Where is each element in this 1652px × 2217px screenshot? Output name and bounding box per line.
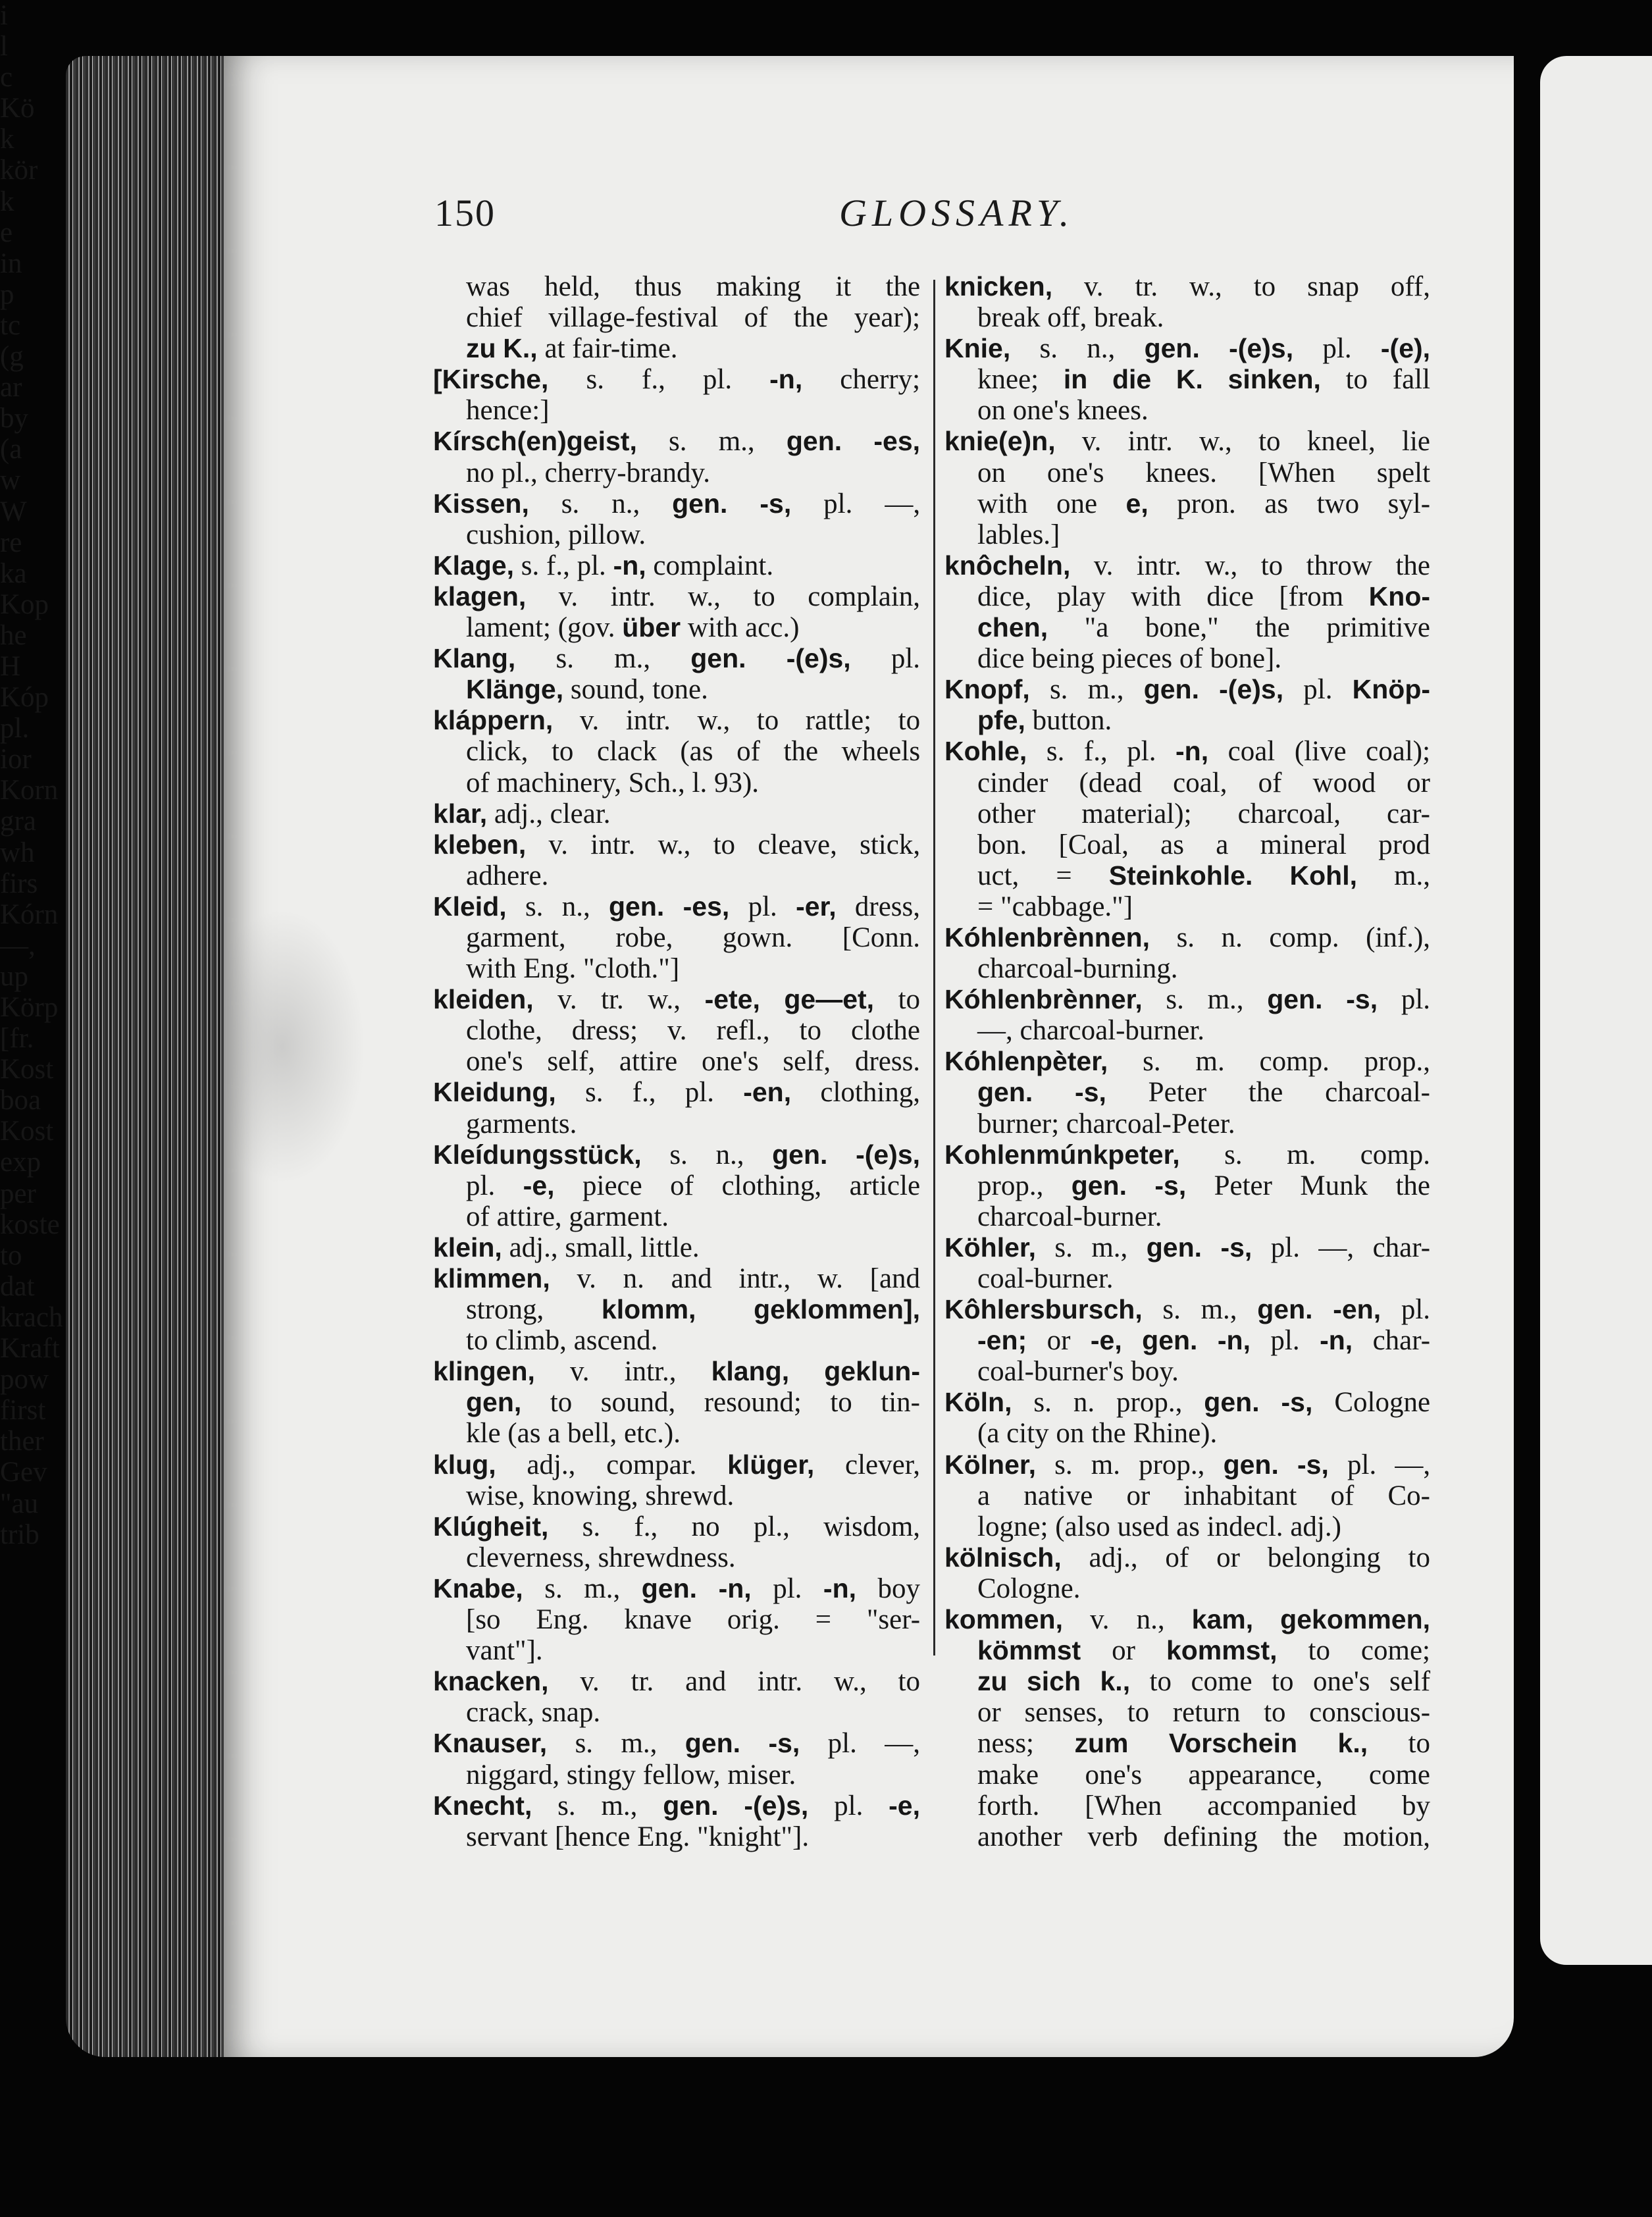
- headword: Köln,: [944, 1387, 1012, 1418]
- facing-page-fragment: koste: [0, 1209, 60, 1240]
- glossary-line: Kissen, s. n., gen. -s, pl. —,: [433, 488, 921, 519]
- glossary-line: Kóhlenbrènner, s. m., gen. -s, pl.: [944, 984, 1431, 1016]
- headword: klug,: [433, 1449, 496, 1480]
- facing-page-fragment: p: [0, 278, 14, 310]
- headword: gen.: [1257, 1294, 1313, 1325]
- facing-page-fragment: firs: [0, 868, 38, 899]
- headword: geklun-: [824, 1356, 921, 1387]
- glossary-line: clothe, dress; v. refl., to clothe: [466, 1015, 921, 1047]
- glossary-line: was held, thus making it the: [466, 271, 921, 302]
- headword: gen.: [641, 1573, 698, 1604]
- headword: Kleídungsstück,: [433, 1139, 642, 1170]
- facing-page-fragment: Kost: [0, 1116, 54, 1147]
- glossary-line: niggard, stingy fellow, miser.: [466, 1759, 796, 1790]
- headword: kölnisch,: [944, 1542, 1062, 1573]
- facing-page-fragment: Gev: [0, 1457, 47, 1488]
- headword: kommen,: [944, 1604, 1063, 1635]
- glossary-line: klingen, v. intr., klang, geklun-: [433, 1356, 921, 1388]
- headword: kömmst: [977, 1635, 1081, 1666]
- headword: zu: [466, 333, 496, 364]
- headword: -e,: [889, 1790, 920, 1821]
- headword: klar,: [433, 798, 488, 829]
- headword: k.,: [1337, 1728, 1368, 1759]
- headword: -ete,: [704, 984, 760, 1015]
- headword: die: [1112, 364, 1152, 395]
- facing-page-fragment: boa: [0, 1085, 41, 1116]
- headword: -n,: [718, 1573, 752, 1604]
- headword: Kölner,: [944, 1449, 1036, 1480]
- facing-page-fragment: first: [0, 1395, 46, 1426]
- headword: Knopf,: [944, 674, 1030, 705]
- facing-page-fragment: ar: [0, 372, 22, 404]
- thumb-smudge: [227, 908, 365, 1185]
- headword: kláppern,: [433, 705, 554, 736]
- glossary-line: Kohle, s. f., pl. -n, coal (live coal);: [944, 736, 1431, 768]
- glossary-line: [Kirsche, s. f., pl. -n, cherry;: [433, 364, 921, 396]
- glossary-line: Kleidung, s. f., pl. -en, clothing,: [433, 1077, 921, 1108]
- glossary-line: charcoal-burner.: [977, 1201, 1162, 1232]
- headword: gen.: [1204, 1387, 1260, 1418]
- page-number: 150: [434, 192, 496, 234]
- glossary-line: charcoal-burning.: [977, 953, 1178, 985]
- facing-page-fragment: Kraft: [0, 1333, 60, 1365]
- glossary-line: Knopf, s. m., gen. -(e)s, pl. Knöp-: [944, 674, 1431, 706]
- facing-page-fragment: krach: [0, 1301, 63, 1333]
- glossary-line: —, charcoal-burner.: [977, 1015, 1205, 1047]
- glossary-line: gen. -s, Peter the charcoal-: [977, 1077, 1430, 1108]
- facing-page-fragment: re: [0, 527, 22, 558]
- facing-page-fragment: exp: [0, 1147, 41, 1178]
- headword: -s,: [768, 1728, 800, 1759]
- glossary-line: lables.]: [977, 519, 1060, 550]
- headword: klein,: [433, 1232, 502, 1263]
- headword: Knecht,: [433, 1790, 532, 1821]
- facing-page-fragment: pl.: [0, 713, 30, 744]
- headword: Knabe,: [433, 1573, 523, 1604]
- glossary-line: Knecht, s. m., gen. -(e)s, pl. -e,: [433, 1790, 920, 1821]
- glossary-line: knacken, v. tr. and intr. w., to: [433, 1666, 920, 1698]
- facing-page-fragment: ior: [0, 744, 32, 775]
- facing-page-fragment: Kost: [0, 1054, 54, 1085]
- facing-page-fragment: (a: [0, 434, 22, 465]
- headword: ge—et,: [784, 984, 875, 1015]
- facing-page-edge: [1540, 56, 1652, 1965]
- headword: gen.: [977, 1077, 1033, 1108]
- glossary-line: klug, adj., compar. klüger, clever,: [433, 1449, 921, 1480]
- glossary-line: kláppern, v. intr. w., to rattle; to: [433, 705, 921, 737]
- facing-page-fragment: per: [0, 1178, 36, 1209]
- glossary-line: vant"].: [466, 1635, 543, 1667]
- glossary-line: on one's knees. [When spelt: [977, 457, 1431, 488]
- headword: e,: [1125, 488, 1149, 519]
- glossary-line: of machinery, Sch., l. 93).: [466, 767, 760, 798]
- facing-page-fragment: kör: [0, 155, 38, 186]
- headword: -(e)s,: [856, 1139, 921, 1170]
- right-column: [944, 271, 1430, 1852]
- headword: kleiden,: [433, 984, 534, 1015]
- glossary-line: prop., gen. -s, Peter Munk the: [977, 1170, 1430, 1201]
- headword: knie(e)n,: [944, 426, 1056, 457]
- headword: -n,: [1217, 1325, 1251, 1356]
- glossary-line: Kölner, s. m. prop., gen. -s, pl. —,: [944, 1449, 1431, 1480]
- headword: klomm,: [601, 1294, 696, 1325]
- headword: Kissen,: [433, 488, 529, 519]
- glossary-line: Kohlenmúnkpeter, s. m. comp.: [944, 1139, 1431, 1170]
- headword: zu: [977, 1666, 1008, 1697]
- glossary-line: another verb defining the motion,: [977, 1821, 1431, 1852]
- headword: Kôhlersbursch,: [944, 1294, 1143, 1325]
- headword: Knie,: [944, 333, 1011, 364]
- glossary-line: Köln, s. n. prop., gen. -s, Cologne: [944, 1387, 1431, 1419]
- glossary-line: pl. -e, piece of clothing, article: [466, 1170, 921, 1201]
- glossary-line: knôcheln, v. intr. w., to throw the: [944, 550, 1431, 581]
- glossary-line: ness; zum Vorschein k., to: [977, 1728, 1430, 1760]
- facing-page-fragment: Kóp: [0, 682, 49, 714]
- facing-page-fragment: "au: [0, 1488, 39, 1519]
- glossary-line: strong, klomm, geklommen],: [466, 1294, 920, 1326]
- headword: knôcheln,: [944, 550, 1071, 581]
- glossary-line: bon. [Coal, as a mineral prod: [977, 829, 1431, 860]
- headword: Kohlenmúnkpeter,: [944, 1139, 1180, 1170]
- glossary-line: lament; (gov. über with acc.): [466, 612, 800, 644]
- facing-page-fragment: pow: [0, 1364, 49, 1395]
- headword: Klage,: [433, 550, 515, 581]
- glossary-line: hence:]: [466, 395, 550, 427]
- glossary-line: zu K., at fair-time.: [466, 333, 678, 365]
- headword: Kírsch(en)geist,: [433, 426, 637, 457]
- headword: kommst,: [1166, 1635, 1278, 1666]
- headword: Knauser,: [433, 1728, 548, 1759]
- glossary-line: Knie, s. n., gen. -(e)s, pl. -(e),: [944, 333, 1431, 365]
- glossary-line: coal-burner.: [977, 1263, 1114, 1294]
- column-divider: [933, 280, 935, 1656]
- headword: gen.: [672, 488, 728, 519]
- facing-page-fragment: dat: [0, 1270, 35, 1302]
- glossary-line: Klage, s. f., pl. -n, complaint.: [433, 550, 774, 581]
- facing-page-fragment: ka: [0, 558, 27, 589]
- headword: gen.: [1223, 1449, 1279, 1480]
- glossary-line: Kóhlenbrènnen, s. n. comp. (inf.),: [944, 922, 1431, 953]
- glossary-line: on one's knees.: [977, 395, 1149, 427]
- headword: in: [1063, 364, 1088, 395]
- glossary-line: crack, snap.: [466, 1697, 601, 1729]
- headword: Köhler,: [944, 1232, 1036, 1263]
- facing-page-fragment: e: [0, 217, 13, 248]
- headword: kam,: [1191, 1604, 1254, 1635]
- glossary-line: a native or inhabitant of Co-: [977, 1480, 1430, 1511]
- glossary-line: [so Eng. knave orig. = "ser-: [466, 1604, 921, 1636]
- headword: pfe,: [977, 705, 1025, 736]
- headword: -s,: [1220, 1232, 1252, 1263]
- glossary-line: klagen, v. intr. w., to complain,: [433, 581, 921, 612]
- facing-page-fragment: gra: [0, 806, 36, 837]
- facing-page-fragment: l: [0, 31, 8, 63]
- headword: Kohle,: [944, 736, 1027, 767]
- headword: -s,: [1297, 1449, 1329, 1480]
- glossary-line: or senses, to return to conscious-: [977, 1697, 1431, 1729]
- glossary-line: (a city on the Rhine).: [977, 1418, 1218, 1449]
- facing-page-fragment: Körp: [0, 992, 59, 1023]
- headword: [Kirsche,: [433, 364, 549, 395]
- headword: -s,: [760, 488, 792, 519]
- headword: k.,: [1100, 1666, 1131, 1697]
- glossary-line: with Eng. "cloth."]: [466, 953, 680, 985]
- headword: Steinkohle.: [1108, 860, 1253, 891]
- glossary-line: servant [hence Eng. "knight"].: [466, 1821, 810, 1852]
- glossary-line: kölnisch, adj., of or belonging to: [944, 1542, 1430, 1573]
- facing-page-fragment: Korn: [0, 775, 59, 806]
- headword: gen.: [1143, 674, 1199, 705]
- glossary-line: garments.: [466, 1108, 577, 1139]
- glossary-line: kommen, v. n., kam, gekommen,: [944, 1604, 1431, 1636]
- facing-page-fragment: [fr.: [0, 1023, 34, 1055]
- facing-page-fragment: c: [0, 62, 13, 93]
- headword: Knöp-: [1352, 674, 1431, 705]
- glossary-line: kömmst or kommst, to come;: [977, 1635, 1430, 1667]
- glossary-line: burner; charcoal-Peter.: [977, 1108, 1235, 1139]
- running-title: GLOSSARY.: [839, 192, 1075, 234]
- glossary-line: make one's appearance, come: [977, 1759, 1430, 1790]
- headword: gen.: [1267, 984, 1323, 1015]
- facing-page-fragment: ther: [0, 1426, 44, 1457]
- headword: -e,: [523, 1170, 555, 1201]
- facing-page-fragment: wh: [0, 837, 35, 868]
- glossary-line: Knabe, s. m., gen. -n, pl. -n, boy: [433, 1573, 921, 1604]
- headword: -en,: [743, 1077, 792, 1108]
- glossary-line: of attire, garment.: [466, 1201, 669, 1232]
- headword: -(e)s,: [786, 643, 851, 674]
- headword: -n,: [1320, 1325, 1353, 1356]
- glossary-line: no pl., cherry-brandy.: [466, 457, 710, 488]
- headword: K.,: [503, 333, 538, 364]
- headword: chen,: [977, 612, 1048, 643]
- facing-page-fragment: Kop: [0, 588, 49, 620]
- glossary-line: Köhler, s. m., gen. -s, pl. —, char-: [944, 1232, 1431, 1263]
- headword: geklommen],: [754, 1294, 920, 1325]
- glossary-line: cleverness, shrewdness.: [466, 1542, 736, 1573]
- facing-page-fragment: by: [0, 403, 28, 434]
- glossary-line: Klang, s. m., gen. -(e)s, pl.: [433, 643, 921, 675]
- headword: -n,: [823, 1573, 857, 1604]
- headword: knacken,: [433, 1666, 549, 1697]
- headword: Klúgheit,: [433, 1511, 549, 1542]
- glossary-line: = "cabbage."]: [977, 891, 1133, 922]
- headword: -s,: [1346, 984, 1378, 1015]
- glossary-line: Kóhlenpèter, s. m. comp. prop.,: [944, 1046, 1431, 1078]
- headword: klüger,: [727, 1449, 815, 1480]
- glossary-line: klimmen, v. n. and intr., w. [and: [433, 1263, 921, 1294]
- glossary-line: -en; or -e, gen. -n, pl. -n, char-: [977, 1325, 1431, 1357]
- glossary-line: kleben, v. intr. w., to cleave, stick,: [433, 829, 921, 860]
- headword: klang,: [711, 1356, 790, 1387]
- headword: -(e)s,: [744, 1790, 809, 1821]
- glossary-line: chen, "a bone," the primitive: [977, 612, 1430, 644]
- facing-page-fragment: k: [0, 124, 14, 155]
- headword: gen.: [772, 1139, 828, 1170]
- headword: Kohl,: [1289, 860, 1357, 891]
- headword: gen.: [1142, 1325, 1198, 1356]
- facing-page-fragment: i: [0, 0, 8, 31]
- headword: gen.: [690, 643, 746, 674]
- facing-page-fragment: he: [0, 619, 27, 651]
- glossary-line: cushion, pillow.: [466, 519, 646, 550]
- facing-page-fragment: (g: [0, 341, 24, 373]
- glossary-line: garment, robe, gown. [Conn.: [466, 922, 920, 953]
- glossary-line: Cologne.: [977, 1573, 1081, 1604]
- headword: Kóhlenpèter,: [944, 1046, 1108, 1077]
- headword: -n,: [613, 550, 646, 581]
- glossary-line: other material); charcoal, car-: [977, 798, 1430, 829]
- headword: sich: [1027, 1666, 1081, 1697]
- headword: Kleid,: [433, 891, 507, 922]
- headword: gekommen,: [1280, 1604, 1431, 1635]
- glossary-line: klein, adj., small, little.: [433, 1232, 700, 1263]
- headword: klingen,: [433, 1356, 535, 1387]
- headword: -(e),: [1380, 333, 1431, 364]
- headword: sinken,: [1227, 364, 1321, 395]
- facing-page-fragment: W: [0, 496, 27, 527]
- glossary-line: one's self, attire one's self, dress.: [466, 1046, 921, 1078]
- glossary-line: klar, adj., clear.: [433, 798, 611, 829]
- glossary-line: Knauser, s. m., gen. -s, pl. —,: [433, 1728, 920, 1760]
- glossary-line: Klänge, sound, tone.: [466, 674, 708, 706]
- headword: gen.: [663, 1790, 719, 1821]
- glossary-line: cinder (dead coal, of wood or: [977, 767, 1430, 798]
- headword: Klänge,: [466, 674, 564, 705]
- headword: klimmen,: [433, 1263, 550, 1293]
- headword: über: [622, 612, 681, 643]
- glossary-line: zu sich k., to come to one's self: [977, 1666, 1431, 1698]
- glossary-line: kleiden, v. tr. w., -ete, ge—et, to: [433, 984, 921, 1016]
- facing-page-fragment: k: [0, 186, 14, 217]
- headword: zum: [1074, 1728, 1129, 1759]
- headword: kleben,: [433, 829, 527, 860]
- headword: -en;: [977, 1325, 1027, 1356]
- glossary-line: dice being pieces of bone].: [977, 643, 1282, 675]
- glossary-line: to climb, ascend.: [466, 1325, 658, 1357]
- headword: -(e)s,: [1219, 674, 1284, 705]
- glossary-line: with one e, pron. as two syl-: [977, 488, 1431, 519]
- facing-page-fragment: H: [0, 650, 21, 682]
- facing-page-fragment: trib: [0, 1519, 39, 1550]
- headword: -n,: [769, 364, 803, 395]
- glossary-line: wise, knowing, shrewd.: [466, 1480, 735, 1511]
- facing-page-fragment: Kórn: [0, 899, 59, 930]
- glossary-line: logne; (also used as indecl. adj.): [977, 1511, 1341, 1542]
- headword: gen.: [786, 426, 842, 457]
- glossary-line: break off, break.: [977, 302, 1164, 334]
- page-edge-stack: [66, 56, 224, 2057]
- headword: gen.: [684, 1728, 741, 1759]
- glossary-line: Kírsch(en)geist, s. m., gen. -es,: [433, 426, 921, 457]
- facing-page-fragment: to: [0, 1239, 22, 1271]
- headword: -s,: [1281, 1387, 1313, 1418]
- headword: Kleidung,: [433, 1077, 556, 1108]
- glossary-line: knie(e)n, v. intr. w., to kneel, lie: [944, 426, 1431, 457]
- glossary-line: kle (as a bell, etc.).: [466, 1418, 681, 1449]
- headword: gen.: [609, 891, 665, 922]
- glossary-line: knicken, v. tr. w., to snap off,: [944, 271, 1431, 302]
- glossary-line: Kleídungsstück, s. n., gen. -(e)s,: [433, 1139, 921, 1170]
- headword: -es,: [683, 891, 730, 922]
- headword: -er,: [796, 891, 837, 922]
- headword: K.: [1175, 364, 1203, 395]
- left-column: [433, 271, 920, 1852]
- facing-page-fragment: up: [0, 960, 28, 992]
- headword: Klang,: [433, 643, 516, 674]
- glossary-line: adhere.: [466, 860, 549, 891]
- headword: klagen,: [433, 581, 527, 612]
- headword: gen.: [1071, 1170, 1127, 1201]
- facing-page-fragment: —,: [0, 929, 36, 961]
- headword: knicken,: [944, 271, 1053, 301]
- page-header: [434, 191, 1435, 244]
- glossary-line: click, to clack (as of the wheels: [466, 736, 921, 768]
- headword: gen,: [466, 1387, 522, 1418]
- facing-page-fragment: Kö: [0, 93, 35, 124]
- glossary-line: dice, play with dice [from Kno-: [977, 581, 1431, 612]
- glossary-line: uct, = Steinkohle. Kohl, m.,: [977, 860, 1431, 891]
- headword: -e,: [1090, 1325, 1122, 1356]
- headword: Kóhlenbrènnen,: [944, 922, 1150, 952]
- headword: -en,: [1333, 1294, 1381, 1325]
- headword: -(e)s,: [1229, 333, 1294, 364]
- glossary-line: Klúgheit, s. f., no pl., wisdom,: [433, 1511, 921, 1542]
- headword: Vorschein: [1168, 1728, 1298, 1759]
- headword: -es,: [873, 426, 921, 457]
- glossary-line: coal-burner's boy.: [977, 1356, 1179, 1388]
- headword: Kóhlenbrènner,: [944, 984, 1143, 1015]
- glossary-line: gen, to sound, resound; to tin-: [466, 1387, 920, 1419]
- headword: -n,: [1175, 736, 1209, 767]
- headword: -s,: [1075, 1077, 1106, 1108]
- headword: gen.: [1144, 333, 1200, 364]
- headword: -s,: [1154, 1170, 1187, 1201]
- glossary-line: Kleid, s. n., gen. -es, pl. -er, dress,: [433, 891, 921, 922]
- glossary-line: pfe, button.: [977, 705, 1112, 737]
- facing-page-fragment: w: [0, 465, 21, 496]
- facing-page-fragment: tc: [0, 309, 21, 341]
- headword: gen.: [1146, 1232, 1202, 1263]
- glossary-line: forth. [When accompanied by: [977, 1790, 1431, 1821]
- glossary-line: Kôhlersbursch, s. m., gen. -en, pl.: [944, 1294, 1431, 1326]
- glossary-line: knee; in die K. sinken, to fall: [977, 364, 1431, 396]
- glossary-line: chief village-festival of the year);: [466, 302, 921, 334]
- facing-page-fragment: in: [0, 248, 22, 279]
- headword: Kno-: [1368, 581, 1431, 612]
